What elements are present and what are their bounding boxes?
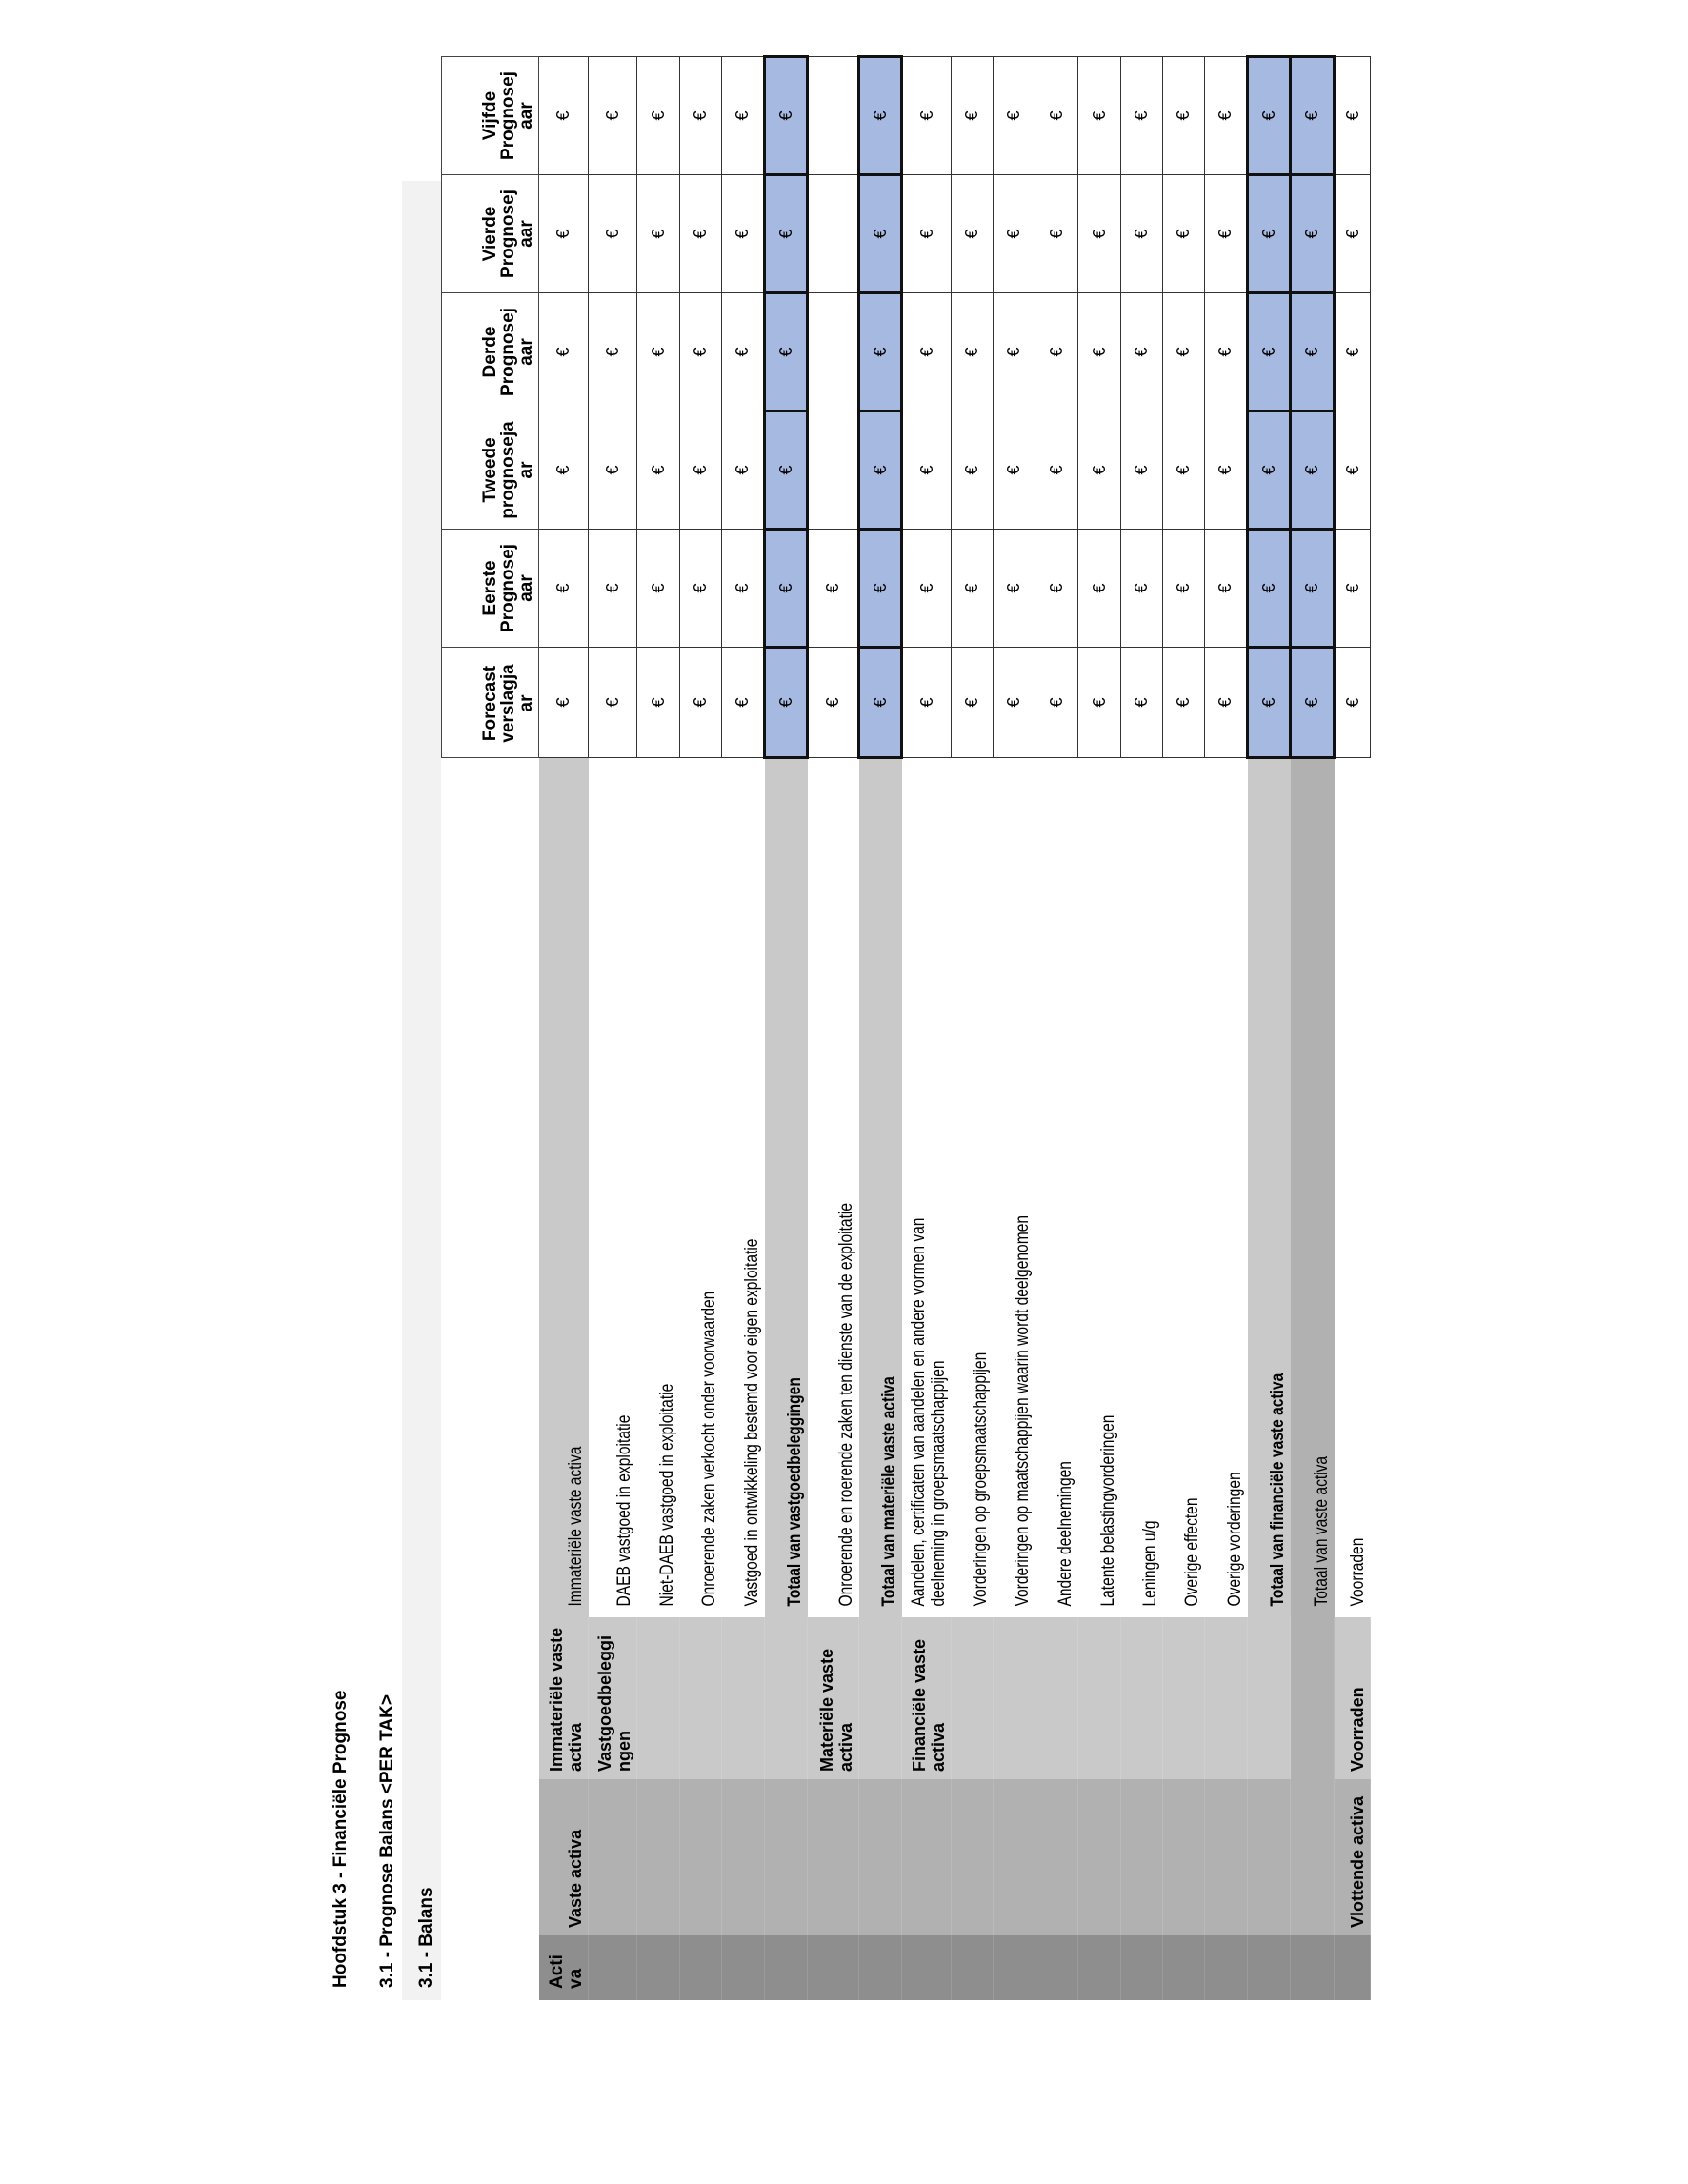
column-header: Eerste Prognosejaar [442,530,539,648]
value-cell[interactable]: € [637,648,680,758]
value-cell[interactable]: € [994,648,1035,758]
header-spacer [442,1617,539,1779]
category-label-cell [765,1935,808,2000]
group-label-cell [589,1779,637,1935]
chapter-title: Hoofdstuk 3 - Financiële Prognose [331,1690,351,1988]
table-row [722,57,765,2001]
value-cell[interactable]: € [1121,57,1163,175]
table-row [952,57,994,2001]
group-label-cell [808,1779,859,1935]
row-label-cell [1291,758,1335,1618]
row-label-cell [637,758,680,1618]
value-cell[interactable]: € [1163,530,1205,648]
value-cell[interactable]: € [1121,530,1163,648]
category-label-cell [1163,1935,1205,2000]
value-cell[interactable]: € [1078,648,1121,758]
table-row [1035,57,1078,2001]
row-label: Vorderingen op maatschappijen waarin wordt deelgenomen [1012,1214,1033,1607]
subgroup-label-cell [1121,1617,1163,1779]
value-cell[interactable] [808,57,859,175]
table-row [1205,57,1248,2001]
category-label-cell [680,1935,722,2000]
row-label: Andere deelnemingen [1055,1461,1075,1607]
value-cell[interactable]: € [1035,648,1078,758]
value-cell[interactable]: € [539,175,589,293]
value-cell[interactable]: € [539,648,589,758]
value-cell[interactable]: € [637,57,680,175]
value-cell[interactable]: € [952,648,994,758]
value-cell[interactable]: € [859,293,902,411]
value-cell[interactable]: € [765,648,808,758]
value-cell[interactable]: € [1248,648,1291,758]
group-label-cell [722,1779,765,1935]
value-cell[interactable]: € [1163,411,1205,530]
value-cell[interactable]: € [952,530,994,648]
category-label-cell [539,1935,589,2000]
value-cell[interactable]: € [952,175,994,293]
row-label-cell [808,758,859,1618]
value-cell[interactable]: € [589,530,637,648]
value-cell[interactable]: € [902,648,952,758]
value-cell[interactable]: € [1205,175,1248,293]
table-row [859,57,902,2001]
value-cell[interactable]: € [1291,293,1335,411]
value-cell[interactable]: € [1163,648,1205,758]
value-cell[interactable]: € [1335,57,1371,175]
subgroup-label-cell [1291,1617,1335,1779]
row-label: Overige vorderingen [1224,1472,1245,1607]
subgroup-label-cell [539,1617,589,1779]
value-cell[interactable]: € [539,530,589,648]
row-label-cell [680,758,722,1618]
row-label-cell [952,758,994,1618]
value-cell[interactable]: € [1035,530,1078,648]
value-cell[interactable]: € [994,175,1035,293]
category-label-cell [1121,1935,1163,2000]
table-row [1335,57,1371,2001]
column-header: Derde Prognosejaar [442,293,539,411]
value-cell[interactable]: € [637,530,680,648]
subgroup-label-cell [1035,1617,1078,1779]
value-cell[interactable]: € [680,57,722,175]
value-cell[interactable]: € [994,411,1035,530]
group-label-cell [765,1779,808,1935]
value-cell[interactable]: € [1078,530,1121,648]
value-cell[interactable]: € [589,411,637,530]
subgroup-label-cell [952,1617,994,1779]
group-label-cell [1163,1779,1205,1935]
table-row [680,57,722,2001]
value-cell[interactable]: € [765,411,808,530]
value-cell[interactable]: € [637,411,680,530]
value-cell[interactable]: € [589,175,637,293]
row-label-cell [1163,758,1205,1618]
column-header: Vierde Prognosejaar [442,175,539,293]
category-label-cell [589,1935,637,2000]
value-cell[interactable]: € [1335,175,1371,293]
value-cell[interactable]: € [902,530,952,648]
table-row [808,57,859,2001]
table-row [589,57,637,2001]
value-cell[interactable]: € [859,411,902,530]
value-cell[interactable]: € [680,411,722,530]
subgroup-label-cell [1163,1617,1205,1779]
value-cell[interactable]: € [1248,175,1291,293]
row-label: Totaal van vastgoedbeleggingen [784,1377,805,1607]
table-row [902,57,952,2001]
category-label-cell [722,1935,765,2000]
column-header: Forecast verslagjaar [442,648,539,758]
subgroup-label: Financiële vaste activa [910,1638,948,1772]
group-label-cell [952,1779,994,1935]
value-cell[interactable]: € [1205,411,1248,530]
group-label-cell [1248,1779,1291,1935]
category-label-cell [1248,1935,1291,2000]
row-label-cell [1335,758,1371,1618]
header-spacer [442,1779,539,1935]
table-row [539,57,589,2001]
row-label-cell [589,758,637,1618]
row-label: Latente belastingvorderingen [1097,1414,1118,1607]
table-row [1163,57,1205,2001]
value-cell[interactable]: € [722,648,765,758]
value-cell[interactable]: € [1035,57,1078,175]
value-cell[interactable]: € [680,175,722,293]
group-label: Vaste activa [566,1829,585,1928]
table-header-row [442,57,539,2001]
value-cell[interactable]: € [952,57,994,175]
subsection-title: 3.1 - Balans [416,1887,436,1988]
row-label-cell [539,758,589,1618]
group-label-cell [1335,1779,1371,1935]
subgroup-label: Materiële vaste activa [817,1648,855,1772]
value-cell[interactable]: € [722,411,765,530]
value-cell[interactable]: € [589,293,637,411]
balance-table [441,55,1371,2000]
table-row [1121,57,1163,2001]
row-label: Aandelen, certificaten van aandelen en andere vormen van deelneming in groepsmaatschappijen [908,1217,949,1607]
group-label-cell [637,1779,680,1935]
value-cell[interactable]: € [1121,175,1163,293]
subgroup-label-cell [859,1617,902,1779]
row-label: Vorderingen op groepsmaatschappijen [970,1352,991,1607]
value-cell[interactable]: € [1335,293,1371,411]
value-cell[interactable]: € [1163,175,1205,293]
value-cell[interactable]: € [1121,293,1163,411]
subgroup-label-cell [1248,1617,1291,1779]
value-cell[interactable]: € [1078,57,1121,175]
value-cell[interactable]: € [808,530,859,648]
value-cell[interactable]: € [722,175,765,293]
value-cell[interactable] [808,175,859,293]
value-cell[interactable]: € [680,293,722,411]
value-cell[interactable]: € [680,530,722,648]
table-row [1248,57,1291,2001]
group-label-cell [1291,1779,1335,1935]
value-cell[interactable] [808,293,859,411]
category-label-cell [1205,1935,1248,2000]
row-label-cell [994,758,1035,1618]
row-label-cell [1121,758,1163,1618]
row-label: Vastgoed in ontwikkeling bestemd voor eigen exploitatie [741,1238,762,1607]
value-cell[interactable]: € [637,293,680,411]
value-cell[interactable]: € [1121,648,1163,758]
subgroup-label-cell [722,1617,765,1779]
category-label-cell [994,1935,1035,2000]
subgroup-label-cell [589,1617,637,1779]
value-cell[interactable]: € [722,530,765,648]
subgroup-label-cell [902,1617,952,1779]
subgroup-label-cell [680,1617,722,1779]
table-row [1291,57,1335,2001]
value-cell[interactable]: € [1335,411,1371,530]
row-label: Leningen u/g [1139,1520,1160,1607]
category-label-cell [808,1935,859,2000]
subgroup-label-cell [808,1617,859,1779]
subgroup-label: Immateriële vaste activa [547,1627,585,1772]
column-header: Tweede prognosejaar [442,411,539,530]
value-cell[interactable]: € [722,293,765,411]
row-label-cell [765,758,808,1618]
header-spacer [442,758,539,1618]
value-cell[interactable]: € [1248,57,1291,175]
row-label-cell [1078,758,1121,1618]
value-cell[interactable]: € [1163,293,1205,411]
row-label-cell [722,758,765,1618]
value-cell[interactable]: € [1035,411,1078,530]
value-cell[interactable]: € [902,175,952,293]
value-cell[interactable]: € [1205,57,1248,175]
group-label-cell [1035,1779,1078,1935]
subgroup-label-cell [1078,1617,1121,1779]
value-cell[interactable]: € [1335,648,1371,758]
value-cell[interactable]: € [808,648,859,758]
subgroup-label: Vastgoedbeleggingen [595,1634,633,1772]
row-label: Onroerende en roerende zaken ten dienste van de exploitatie [835,1202,856,1607]
group-label-cell [859,1779,902,1935]
group-label-cell [539,1779,589,1935]
row-label: Totaal van financiële vaste activa [1267,1373,1288,1607]
value-cell[interactable]: € [1078,175,1121,293]
value-cell[interactable]: € [765,530,808,648]
row-label: Niet-DAEB vastgoed in exploitatie [656,1383,677,1607]
value-cell[interactable]: € [1078,411,1121,530]
group-label-cell [680,1779,722,1935]
value-cell[interactable]: € [589,648,637,758]
row-label-cell [1248,758,1291,1618]
value-cell[interactable]: € [859,530,902,648]
value-cell[interactable]: € [1248,530,1291,648]
group-label-cell [1078,1779,1121,1935]
table-row [765,57,808,2001]
category-label-cell [1035,1935,1078,2000]
value-cell[interactable]: € [1248,411,1291,530]
value-cell[interactable]: € [1205,648,1248,758]
value-cell[interactable]: € [765,175,808,293]
value-cell[interactable]: € [952,293,994,411]
group-label: Vlottende activa [1348,1795,1367,1928]
value-cell[interactable]: € [589,57,637,175]
category-label-cell [902,1935,952,2000]
value-cell[interactable]: € [1291,57,1335,175]
subgroup-label-cell [765,1617,808,1779]
group-label-cell [994,1779,1035,1935]
row-label: Voorraden [1347,1537,1368,1607]
row-label-cell [1205,758,1248,1618]
section-title: 3.1 - Prognose Balans <PER TAK> [377,1694,397,1988]
value-cell[interactable]: € [1205,530,1248,648]
subgroup-label-cell [1335,1617,1371,1779]
category-label: Activa [547,1954,586,1989]
group-label-cell [1121,1779,1163,1935]
value-cell[interactable]: € [1121,411,1163,530]
row-label-cell [1035,758,1078,1618]
value-cell[interactable]: € [952,411,994,530]
value-cell[interactable]: € [1335,530,1371,648]
value-cell[interactable]: € [1035,175,1078,293]
value-cell[interactable]: € [902,57,952,175]
category-label-cell [952,1935,994,2000]
value-cell[interactable]: € [765,57,808,175]
category-label-cell [1335,1935,1371,2000]
row-label: Overige effecten [1181,1497,1202,1607]
row-label: DAEB vastgoed in exploitatie [613,1414,634,1607]
table-row [1078,57,1121,2001]
value-cell[interactable]: € [902,411,952,530]
subgroup-label: Voorraden [1348,1687,1367,1772]
table-row [994,57,1035,2001]
value-cell[interactable] [808,411,859,530]
value-cell[interactable]: € [1291,411,1335,530]
value-cell[interactable]: € [994,57,1035,175]
value-cell[interactable]: € [1205,293,1248,411]
row-label-cell [902,758,952,1618]
value-cell[interactable]: € [637,175,680,293]
group-label-cell [1205,1779,1248,1935]
subsection-band [402,181,441,2000]
row-label: Totaal van materiële vaste activa [878,1376,899,1607]
subgroup-label-cell [637,1617,680,1779]
header-spacer [442,1935,539,2000]
value-cell[interactable]: € [1035,293,1078,411]
value-cell[interactable]: € [539,57,589,175]
value-cell[interactable]: € [994,530,1035,648]
value-cell[interactable]: € [1291,648,1335,758]
subgroup-label-cell [1205,1617,1248,1779]
value-cell[interactable]: € [1163,57,1205,175]
row-label-cell [859,758,902,1618]
value-cell[interactable]: € [859,175,902,293]
value-cell[interactable]: € [539,411,589,530]
value-cell[interactable]: € [539,293,589,411]
value-cell[interactable]: € [680,648,722,758]
value-cell[interactable]: € [859,648,902,758]
row-label: Totaal van vaste activa [1311,1455,1332,1607]
value-cell[interactable]: € [859,57,902,175]
value-cell[interactable]: € [994,293,1035,411]
row-label: Onroerende zaken verkocht onder voorwaarden [698,1291,719,1607]
category-label-cell [637,1935,680,2000]
value-cell[interactable]: € [1291,530,1335,648]
category-label-cell [1291,1935,1335,2000]
table-row [637,57,680,2001]
value-cell[interactable]: € [902,293,952,411]
value-cell[interactable]: € [765,293,808,411]
row-label: Immateriële vaste activa [565,1446,586,1607]
category-label-cell [1078,1935,1121,2000]
value-cell[interactable]: € [1248,293,1291,411]
value-cell[interactable]: € [1078,293,1121,411]
group-label-cell [902,1779,952,1935]
column-header: Vijfde Prognosejaar [442,57,539,175]
value-cell[interactable]: € [1291,175,1335,293]
subgroup-label-cell [994,1617,1035,1779]
category-label-cell [859,1935,902,2000]
value-cell[interactable]: € [722,57,765,175]
